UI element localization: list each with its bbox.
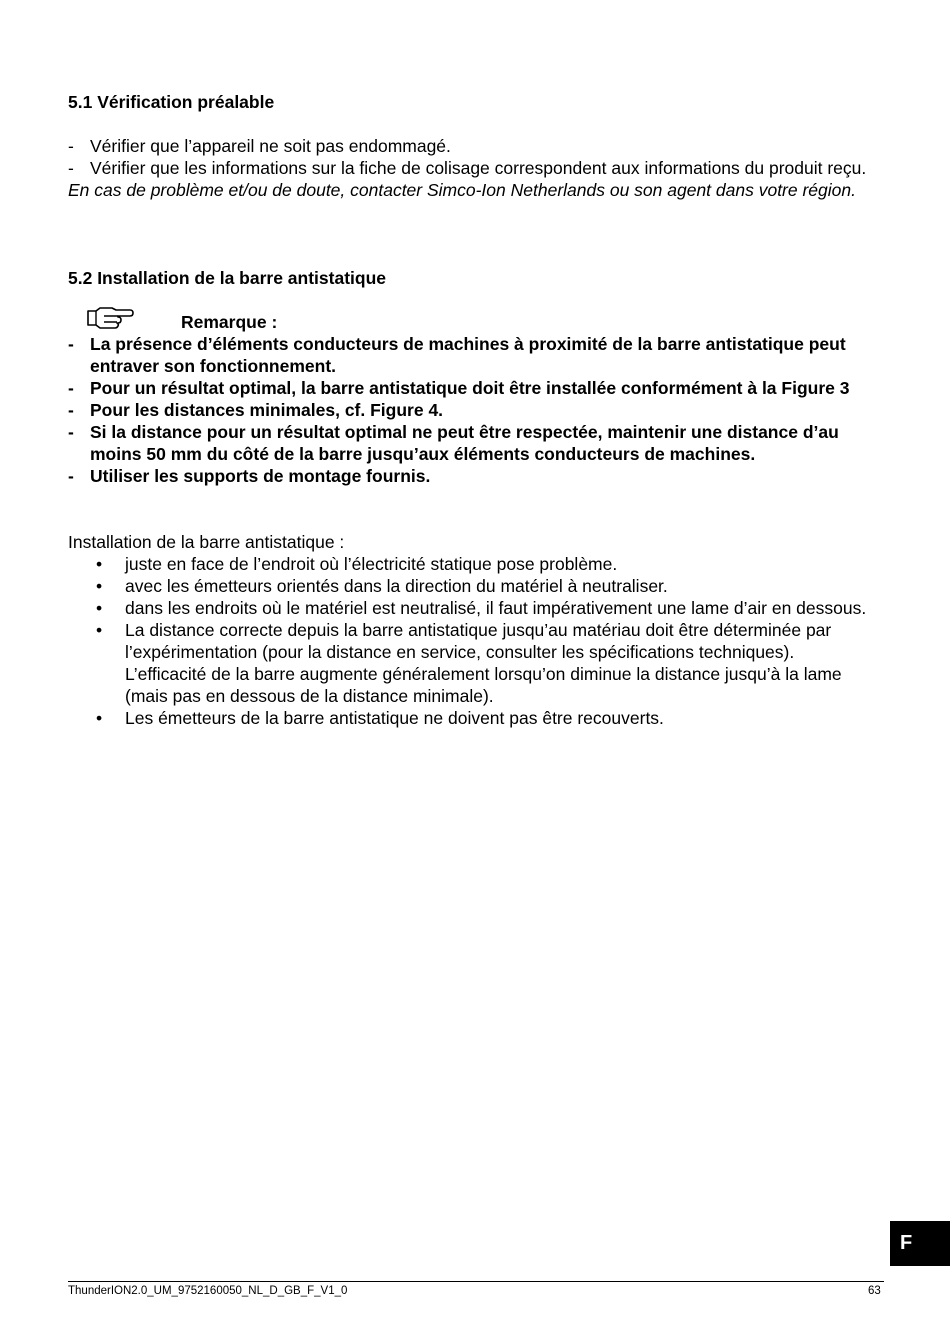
bullet-continuation: L’efficacité de la barre augmente généralement lorsqu’on diminue la distance jusqu’à la lame (mais pas en dessous de la distance minimale). <box>125 664 842 706</box>
bullet-marker: • <box>96 708 103 728</box>
bullet-text: dans les endroits où le matériel est neutralisé, il faut impérativement une lame d’air en dessous. <box>125 598 867 618</box>
installation-section <box>68 531 888 729</box>
dash-marker: - <box>68 400 74 420</box>
bullet-item <box>68 597 888 619</box>
section-5-1-heading: 5.1 Vérification préalable <box>68 92 275 112</box>
bullet-marker: • <box>96 598 103 618</box>
pointing-hand-icon <box>86 305 134 331</box>
bullet-marker: • <box>96 554 103 574</box>
bullet-item <box>68 619 888 707</box>
bullet-item <box>68 707 888 729</box>
section-5-1-body <box>68 135 888 201</box>
bullet-item <box>68 575 888 597</box>
language-tab: F <box>890 1221 950 1266</box>
bullet-text: avec les émetteurs orientés dans la direction du matériel à neutraliser. <box>125 576 668 596</box>
remark-text: Utiliser les supports de montage fournis. <box>90 466 431 486</box>
footer-document-id: ThunderION2.0_UM_9752160050_NL_D_GB_F_V1_0 <box>68 1285 348 1297</box>
page-number: 63 <box>868 1285 881 1297</box>
dash-marker: - <box>68 466 74 486</box>
installation-intro: Installation de la barre antistatique : <box>68 532 345 552</box>
dash-marker: - <box>68 422 74 442</box>
remark-item <box>68 333 888 377</box>
bullet-marker: • <box>96 576 103 596</box>
bullet-text: La distance correcte depuis la barre antistatique jusqu’au matériau doit être déterminée par l’expérimentation (pour la distance en service, consulter les spécifications techniques). <box>125 620 832 662</box>
section-5-2-heading: 5.2 Installation de la barre antistatique <box>68 268 387 288</box>
list-item <box>68 135 888 157</box>
remark-item <box>68 421 888 465</box>
bullet-marker: • <box>96 620 103 640</box>
dash-marker: - <box>68 158 74 178</box>
contact-note: En cas de problème et/ou de doute, contacter Simco-Ion Netherlands ou son agent dans votre région. <box>68 180 856 200</box>
remark-text: Pour les distances minimales, cf. Figure 4. <box>90 400 444 420</box>
list-item-text: Vérifier que les informations sur la fiche de colisage correspondent aux informations du produit reçu. <box>90 158 867 178</box>
bullet-text: Les émetteurs de la barre antistatique ne doivent pas être recouverts. <box>125 708 664 728</box>
dash-marker: - <box>68 136 74 156</box>
dash-marker: - <box>68 334 74 354</box>
remark-item <box>68 399 888 421</box>
remark-text: La présence d’éléments conducteurs de machines à proximité de la barre antistatique peut entraver son fonctionnement. <box>90 334 846 376</box>
list-item <box>68 157 888 179</box>
bullet-text: juste en face de l’endroit où l’électricité statique pose problème. <box>125 554 618 574</box>
list-item-text: Vérifier que l’appareil ne soit pas endommagé. <box>90 136 451 156</box>
remark-list <box>68 333 888 487</box>
dash-marker: - <box>68 378 74 398</box>
remark-text: Pour un résultat optimal, la barre antistatique doit être installée conformément à la Figure 3 <box>90 378 850 398</box>
remark-label: Remarque : <box>181 312 278 332</box>
remark-item <box>68 377 888 399</box>
footer-divider <box>68 1281 884 1282</box>
bullet-item <box>68 553 888 575</box>
remark-header <box>68 305 468 335</box>
remark-text: Si la distance pour un résultat optimal ne peut être respectée, maintenir une distance d’au moins 50 mm du côté de la barre jusqu’aux éléments conducteurs de machines. <box>90 422 839 464</box>
remark-item <box>68 465 888 487</box>
